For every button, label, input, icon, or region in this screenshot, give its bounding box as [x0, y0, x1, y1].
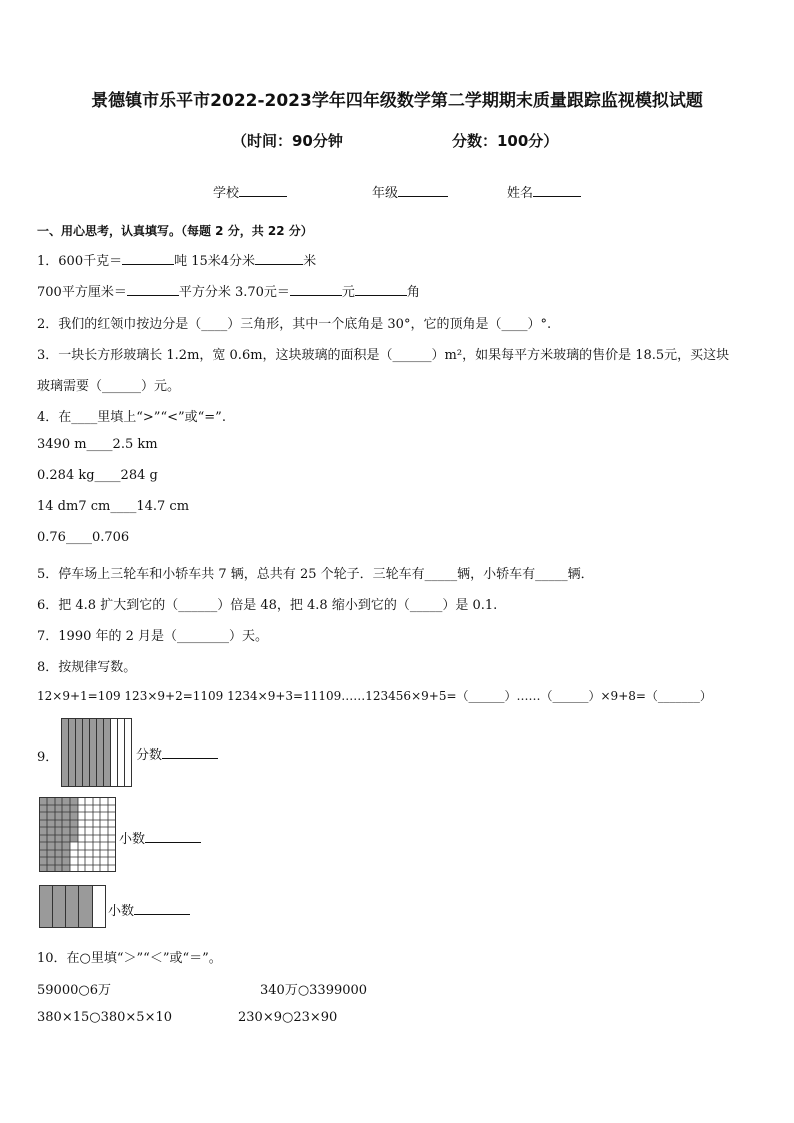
answer-blank[interactable]	[127, 283, 179, 296]
question-text: 元	[341, 285, 355, 300]
question-10-item: 230×9○23×90	[238, 1010, 338, 1025]
name-field[interactable]	[507, 182, 581, 201]
school-field[interactable]	[213, 182, 287, 201]
question-4-item: 0.76____0.706	[37, 530, 130, 545]
school-label: 学校	[213, 186, 240, 201]
school-blank[interactable]	[239, 184, 287, 197]
question-6: 6．把 4.8 扩大到它的（______）倍是 48，把 4.8 缩小到它的（_____）是 0.1.	[37, 598, 498, 613]
grade-field[interactable]	[372, 182, 448, 201]
question-number: 1．	[37, 254, 59, 269]
name-blank[interactable]	[533, 184, 581, 197]
question-10-item: 340万○3399000	[260, 983, 368, 998]
section-heading: 一、用心思考，认真填写。（每题 2 分，共 22 分）	[37, 224, 313, 238]
decimal-answer-1	[119, 828, 201, 847]
question-2: 2．我们的红领巾按边分是（____）三角形，其中一个底角是 30°，它的顶角是（____）°.	[37, 317, 552, 332]
question-text: 600千克＝	[58, 254, 123, 269]
question-text: 米	[303, 254, 317, 269]
exam-score: 分数：100分）	[452, 132, 559, 150]
decimal-answer-2	[108, 900, 190, 919]
answer-blank[interactable]	[290, 283, 342, 296]
question-1b	[37, 281, 420, 300]
answer-blank[interactable]	[355, 283, 407, 296]
shaded-strips-figure	[61, 718, 133, 788]
question-text: 700平方厘米＝	[37, 285, 127, 300]
question-10-stem: 10．在○里填“＞”“＜”或“＝”。	[37, 951, 222, 966]
question-4-item: 0.284 kg____284 g	[37, 468, 158, 483]
answer-blank[interactable]	[162, 746, 218, 759]
question-10-item: 59000○6万	[37, 983, 111, 998]
question-5: 5．停车场上三轮车和小轿车共 7 辆，总共有 25 个轮子．三轮车有_____辆，小轿车有_____辆．	[37, 567, 594, 582]
question-8-stem: 8．按规律写数。	[37, 660, 137, 675]
question-7: 7．1990 年的 2 月是（________）天。	[37, 629, 269, 644]
answer-blank[interactable]	[255, 252, 303, 265]
decimal-label: 小数	[108, 904, 135, 919]
question-text: 吨 15米4分米	[174, 254, 256, 269]
question-3-line1: 3．一块长方形玻璃长 1.2m，宽 0.6m，这块玻璃的面积是（______）m²，如果每平方米玻璃的售价是 18.5元，买这块	[37, 348, 730, 363]
name-label: 姓名	[507, 186, 534, 201]
fraction-label: 分数	[136, 748, 163, 763]
question-4-item: 3490 m____2.5 km	[37, 437, 158, 452]
question-4-stem: 4．在____里填上“>”“<”或“=”.	[37, 410, 226, 425]
answer-blank[interactable]	[145, 830, 201, 843]
question-3-line2: 玻璃需要（______）元。	[37, 379, 181, 394]
answer-blank[interactable]	[122, 252, 174, 265]
question-9-number: 9．	[37, 750, 59, 765]
fraction-answer	[136, 744, 218, 763]
question-text: 平方分米 3.70元＝	[178, 285, 290, 300]
tenths-bar-figure	[39, 885, 107, 929]
question-4-item: 14 dm7 cm____14.7 cm	[37, 499, 190, 514]
decimal-label: 小数	[119, 832, 146, 847]
page-title: 景德镇市乐平市2022-2023学年四年级数学第二学期期末质量跟踪监视模拟试题	[91, 91, 703, 111]
answer-blank[interactable]	[134, 902, 190, 915]
question-text: 角	[406, 285, 420, 300]
question-10-item: 380×15○380×5×10	[37, 1010, 173, 1025]
hundred-grid-figure	[39, 797, 117, 873]
grade-label: 年级	[372, 186, 399, 201]
question-1a	[37, 250, 316, 269]
grade-blank[interactable]	[398, 184, 448, 197]
question-8-pattern: 12×9+1=109 123×9+2=1109 1234×9+3=11109……123456×9+5=（______）……（______）×9+8=（_______）	[37, 689, 712, 703]
exam-time: （时间：90分钟	[232, 132, 343, 150]
